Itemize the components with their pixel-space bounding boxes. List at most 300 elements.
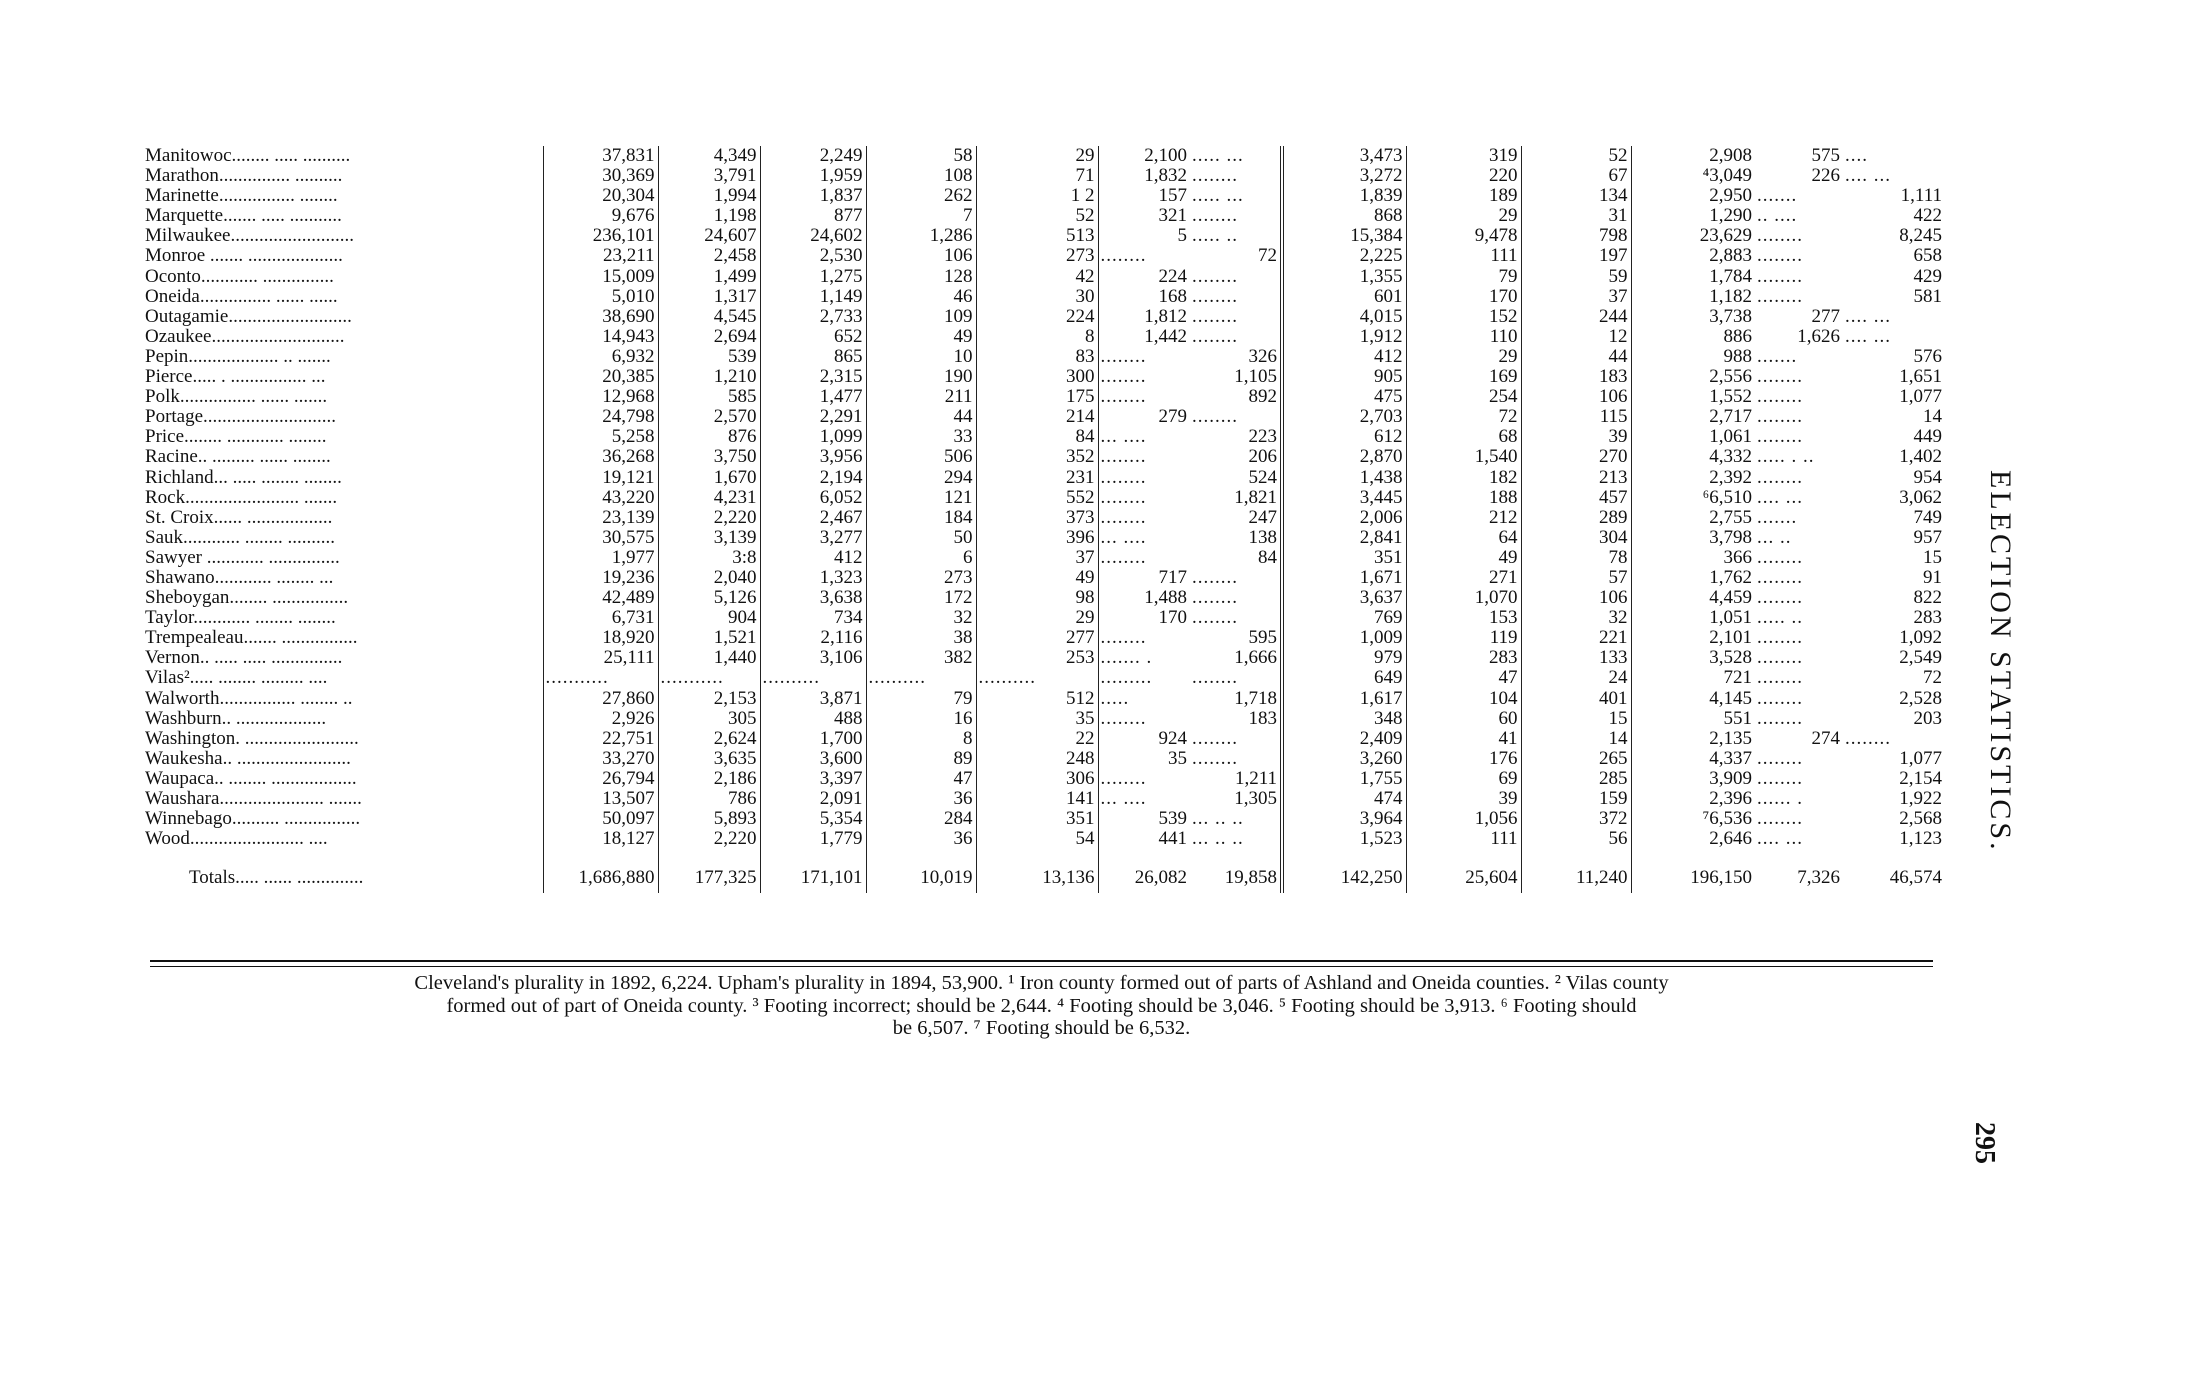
value-cell: 285 xyxy=(1521,769,1631,789)
county-name: St. Croix...... .................. xyxy=(143,508,543,528)
value-cell: ........ xyxy=(1100,467,1147,488)
value-cell: 177,325 xyxy=(658,863,760,893)
value-cell: 876 xyxy=(658,427,760,447)
value-cell: 1,977 xyxy=(543,548,658,568)
value-cell: 351 xyxy=(976,809,1098,829)
value-cell: 3,528 xyxy=(1709,648,1752,669)
value-cell: 58 xyxy=(866,146,976,166)
value-cell: 1,061 xyxy=(1709,427,1752,448)
page-title: ELECTION STATISTICS. xyxy=(1984,470,2017,853)
value-cell: 109 xyxy=(866,307,976,327)
value-cell: ........ xyxy=(1100,346,1147,367)
value-cell: 271 xyxy=(1406,568,1521,588)
value-cell: 658 xyxy=(1913,246,1942,267)
value-cell: 2,040 xyxy=(658,568,760,588)
value-cell: 46,574 xyxy=(1889,867,1942,889)
value-cell: 71 xyxy=(976,166,1098,186)
value-cell: 2,570 xyxy=(658,407,760,427)
value-cell: 119 xyxy=(1406,628,1521,648)
value-cell: 24 xyxy=(1521,668,1631,688)
value-cell: 270 xyxy=(1521,447,1631,467)
totals-row xyxy=(143,863,1945,893)
value-cell: 37 xyxy=(1521,287,1631,307)
value-cell: 19,236 xyxy=(543,568,658,588)
value-cell: 3,635 xyxy=(658,749,760,769)
value-cell: ........ xyxy=(1757,547,1803,568)
value-cell: 8,245 xyxy=(1899,226,1942,247)
value-cell: 283 xyxy=(1406,648,1521,668)
value-cell: 294 xyxy=(866,468,976,488)
spacer-cell xyxy=(1190,849,1282,863)
value-cell: 321 xyxy=(1158,206,1187,227)
value-cell: 2,458 xyxy=(658,246,760,266)
value-cell: 33 xyxy=(866,427,976,447)
value-cell: .......... xyxy=(760,668,866,688)
value-cell: 50 xyxy=(866,528,976,548)
value-cell: 1,617 xyxy=(1282,689,1406,709)
value-cell: ⁴3,049 xyxy=(1702,166,1752,187)
value-cell: 2,528 xyxy=(1899,688,1942,709)
value-cell: 29 xyxy=(1406,347,1521,367)
value-cell: 170 xyxy=(1406,287,1521,307)
value-cell: 905 xyxy=(1282,367,1406,387)
value-cell: 382 xyxy=(866,648,976,668)
value-cell: 23,211 xyxy=(543,246,658,266)
value-cell: .... ... xyxy=(1845,306,1891,327)
value-cell: 44 xyxy=(1521,347,1631,367)
table-row xyxy=(143,427,1945,447)
value-cell: 106 xyxy=(1521,588,1631,608)
county-name: Ozaukee............................ xyxy=(143,327,543,347)
value-cell: 22 xyxy=(976,729,1098,749)
value-cell: 1,666 xyxy=(1190,648,1282,668)
value-cell: 1,670 xyxy=(658,468,760,488)
value-cell: 1,402 xyxy=(1899,447,1942,468)
value-cell: .......... xyxy=(866,668,976,688)
value-cell: 111 xyxy=(1406,829,1521,849)
value-cell: 2,568 xyxy=(1899,809,1942,830)
value-cell: 2,530 xyxy=(760,246,866,266)
value-cell: ........ xyxy=(1100,507,1147,528)
table-row xyxy=(143,347,1945,367)
value-cell: 1,762 xyxy=(1709,567,1752,588)
value-cell: 67 xyxy=(1521,166,1631,186)
county-name: Trempealeau....... ................ xyxy=(143,628,543,648)
value-cell: 1,305 xyxy=(1190,789,1282,809)
value-cell: 1,198 xyxy=(658,206,760,226)
value-cell: 373 xyxy=(976,508,1098,528)
county-name: Oconto............ ............... xyxy=(143,267,543,287)
value-cell: ........ xyxy=(1190,729,1282,749)
value-cell: 289 xyxy=(1521,508,1631,528)
value-cell: 14 xyxy=(1521,729,1631,749)
spacer-cell xyxy=(1406,849,1521,863)
value-cell: ........ xyxy=(1757,467,1803,488)
value-cell: .... xyxy=(1845,146,1868,166)
value-cell: 1,442 xyxy=(1144,326,1187,347)
value-cell: 1,477 xyxy=(760,387,866,407)
value-cell: ........ xyxy=(1757,708,1803,729)
table-row xyxy=(143,246,1945,266)
value-cell: ........ xyxy=(1757,588,1803,609)
table-row xyxy=(143,608,1945,628)
county-name: Manitowoc........ ..... .......... xyxy=(143,146,543,166)
value-cell: 5 xyxy=(1177,226,1187,247)
value-cell: 1,488 xyxy=(1144,588,1187,609)
value-cell: 248 xyxy=(976,749,1098,769)
value-cell: 68 xyxy=(1406,427,1521,447)
value-cell: 35 xyxy=(1168,748,1187,769)
value-cell: 170 xyxy=(1158,608,1187,629)
table-row xyxy=(143,528,1945,548)
value-cell: 12,968 xyxy=(543,387,658,407)
value-cell: 231 xyxy=(976,468,1098,488)
value-cell: 6,932 xyxy=(543,347,658,367)
value-cell: .... ... xyxy=(1757,829,1803,850)
value-cell: 9,478 xyxy=(1406,226,1521,246)
value-cell: 284 xyxy=(866,809,976,829)
value-cell: 12 xyxy=(1521,327,1631,347)
value-cell: 2,396 xyxy=(1709,789,1752,809)
value-cell: 50,097 xyxy=(543,809,658,829)
value-cell: ........ xyxy=(1757,668,1803,689)
value-cell: 2,225 xyxy=(1282,246,1406,266)
value-cell: 26,794 xyxy=(543,769,658,789)
footnote-line: formed out of part of Oneida county. ³ Footing incorrect; should be 2,644. ⁴ Footing should be 3,046. ⁵ Footing should be 3,913. ⁶ Footing should xyxy=(446,994,1637,1017)
value-cell: ... .. .. xyxy=(1190,829,1282,849)
value-cell: 171,101 xyxy=(760,863,866,893)
value-cell: 3,798 xyxy=(1709,527,1752,548)
value-cell: 157 xyxy=(1158,186,1187,207)
value-cell: 979 xyxy=(1282,648,1406,668)
election-statistics-table xyxy=(143,146,1946,893)
value-cell: 1,070 xyxy=(1406,588,1521,608)
value-cell: 1,286 xyxy=(866,226,976,246)
county-name: Sauk............ ........ .......... xyxy=(143,528,543,548)
value-cell: 224 xyxy=(1158,266,1187,287)
value-cell: 79 xyxy=(1406,267,1521,287)
value-cell: 168 xyxy=(1158,286,1187,307)
value-cell: 422 xyxy=(1913,206,1942,227)
value-cell: ........ xyxy=(1190,206,1282,226)
spacer-cell xyxy=(1843,849,1945,863)
value-cell: 300 xyxy=(976,367,1098,387)
value-cell: 2,091 xyxy=(760,789,866,809)
value-cell: 15,009 xyxy=(543,267,658,287)
value-cell: 3,909 xyxy=(1709,768,1752,789)
value-cell: 223 xyxy=(1190,427,1282,447)
county-name: Taylor............ ........ ........ xyxy=(143,608,543,628)
county-name: Vernon.. ..... ..... ............... xyxy=(143,648,543,668)
value-cell: 1,994 xyxy=(658,186,760,206)
value-cell: 886 xyxy=(1723,326,1752,347)
value-cell: 449 xyxy=(1913,427,1942,448)
value-cell: ........ xyxy=(1757,567,1803,588)
value-cell: 2,908 xyxy=(1709,146,1752,166)
county-name: Winnebago.......... ................ xyxy=(143,809,543,829)
value-cell: 3,397 xyxy=(760,769,866,789)
value-cell: 38,690 xyxy=(543,307,658,327)
value-cell: 2,950 xyxy=(1709,186,1752,207)
value-cell: ...... . xyxy=(1757,789,1803,809)
table-row xyxy=(143,789,1945,809)
value-cell: 25,604 xyxy=(1406,863,1521,893)
value-cell: 253 xyxy=(976,648,1098,668)
value-cell: 84 xyxy=(976,427,1098,447)
value-cell: 277 xyxy=(976,628,1098,648)
value-cell: 7 xyxy=(866,206,976,226)
value-cell: 721 xyxy=(1723,668,1752,689)
value-cell: 6 xyxy=(866,548,976,568)
value-cell: ⁷6,536 xyxy=(1702,809,1752,830)
value-cell: 39 xyxy=(1406,789,1521,809)
value-cell: 36 xyxy=(866,789,976,809)
value-cell: 16 xyxy=(866,709,976,729)
value-cell: 3,260 xyxy=(1282,749,1406,769)
value-cell: 49 xyxy=(976,568,1098,588)
value-cell: 221 xyxy=(1521,628,1631,648)
value-cell: 2,409 xyxy=(1282,729,1406,749)
value-cell: ..... xyxy=(1100,688,1130,709)
value-cell: 2,556 xyxy=(1709,367,1752,388)
value-cell: 2,392 xyxy=(1709,467,1752,488)
value-cell: 1,671 xyxy=(1282,568,1406,588)
value-cell: 24,602 xyxy=(760,226,866,246)
value-cell: 1,009 xyxy=(1282,628,1406,648)
value-cell: 2,755 xyxy=(1709,507,1752,528)
value-cell: 43,220 xyxy=(543,488,658,508)
county-name: Sawyer ............ ............... xyxy=(143,548,543,568)
value-cell: 868 xyxy=(1282,206,1406,226)
value-cell: 957 xyxy=(1913,527,1942,548)
value-cell: ....... xyxy=(1757,346,1798,367)
spacer-cell xyxy=(1755,849,1843,863)
value-cell: 1,755 xyxy=(1282,769,1406,789)
value-cell: ........ xyxy=(1190,668,1282,688)
value-cell: 3,272 xyxy=(1282,166,1406,186)
value-cell: 3,473 xyxy=(1282,146,1406,166)
value-cell: ..... .. xyxy=(1757,608,1803,629)
election-table-container xyxy=(143,146,1945,893)
value-cell: 64 xyxy=(1406,528,1521,548)
value-cell: 551 xyxy=(1723,708,1752,729)
value-cell: ........ xyxy=(1757,648,1803,669)
value-cell: 254 xyxy=(1406,387,1521,407)
spacer-cell xyxy=(1282,849,1406,863)
value-cell: ........ xyxy=(1100,708,1147,729)
value-cell: 37,831 xyxy=(543,146,658,166)
value-cell: ........ xyxy=(1190,749,1282,769)
value-cell: ........ xyxy=(1757,407,1803,428)
value-cell: 78 xyxy=(1521,548,1631,568)
value-cell: 23,629 xyxy=(1699,226,1752,247)
footnote-line: be 6,507. ⁷ Footing should be 6,532. xyxy=(892,1017,1191,1039)
value-cell: 2,249 xyxy=(760,146,866,166)
value-cell: 412 xyxy=(1282,347,1406,367)
value-cell: 2,220 xyxy=(658,829,760,849)
value-cell: 366 xyxy=(1723,547,1752,568)
county-name: Washburn.. ................... xyxy=(143,709,543,729)
value-cell: 988 xyxy=(1723,346,1752,367)
county-name: Rock........................ ....... xyxy=(143,488,543,508)
value-cell: ....... xyxy=(1757,507,1798,528)
value-cell: ..... ... xyxy=(1190,186,1282,206)
value-cell: 32 xyxy=(1521,608,1631,628)
value-cell: 1,686,880 xyxy=(543,863,658,893)
table-row xyxy=(143,387,1945,407)
value-cell: 15,384 xyxy=(1282,226,1406,246)
value-cell: 159 xyxy=(1521,789,1631,809)
value-cell: 798 xyxy=(1521,226,1631,246)
value-cell: 47 xyxy=(866,769,976,789)
value-cell: ........... xyxy=(543,668,658,688)
value-cell: ... .. xyxy=(1757,527,1792,548)
value-cell: 2,006 xyxy=(1282,508,1406,528)
value-cell: 2,153 xyxy=(658,689,760,709)
value-cell: 190 xyxy=(866,367,976,387)
value-cell: 575 xyxy=(1811,146,1840,166)
value-cell: 9,676 xyxy=(543,206,658,226)
table-row xyxy=(143,447,1945,467)
value-cell: ........ xyxy=(1757,266,1803,287)
value-cell: ........ xyxy=(1100,387,1147,408)
value-cell: 429 xyxy=(1913,266,1942,287)
value-cell: 60 xyxy=(1406,709,1521,729)
value-cell: 306 xyxy=(976,769,1098,789)
county-name: Marinette................ ........ xyxy=(143,186,543,206)
value-cell: 865 xyxy=(760,347,866,367)
value-cell: 2,694 xyxy=(658,327,760,347)
value-cell: 14 xyxy=(1923,407,1942,428)
value-cell: 182 xyxy=(1406,468,1521,488)
county-name: Totals..... ...... .............. xyxy=(143,863,543,893)
value-cell: 52 xyxy=(1521,146,1631,166)
value-cell: 1 2 xyxy=(976,186,1098,206)
value-cell: ... .. .. xyxy=(1190,809,1282,829)
value-cell: 786 xyxy=(658,789,760,809)
value-cell: 115 xyxy=(1521,407,1631,427)
table-row xyxy=(143,287,1945,307)
value-cell: 1,056 xyxy=(1406,809,1521,829)
value-cell: 352 xyxy=(976,447,1098,467)
value-cell: 1,523 xyxy=(1282,829,1406,849)
value-cell: 89 xyxy=(866,749,976,769)
county-name: Vilas²..... ........ ......... .... xyxy=(143,668,543,688)
value-cell: 4,332 xyxy=(1709,447,1752,468)
table-row xyxy=(143,186,1945,206)
value-cell: 1,092 xyxy=(1899,628,1942,649)
value-cell: 372 xyxy=(1521,809,1631,829)
value-cell: 2,549 xyxy=(1899,648,1942,669)
value-cell: 474 xyxy=(1282,789,1406,809)
value-cell: ........ xyxy=(1190,407,1282,427)
value-cell: 15 xyxy=(1521,709,1631,729)
value-cell: 5,354 xyxy=(760,809,866,829)
value-cell: ... .... xyxy=(1100,789,1147,809)
value-cell: ........ xyxy=(1757,768,1803,789)
county-name: Portage............................ xyxy=(143,407,543,427)
value-cell: 3,791 xyxy=(658,166,760,186)
value-cell: 5,010 xyxy=(543,287,658,307)
value-cell: 2,883 xyxy=(1709,246,1752,267)
value-cell: 1,922 xyxy=(1899,789,1942,809)
value-cell: ........ xyxy=(1757,748,1803,769)
value-cell: 1,812 xyxy=(1144,306,1187,327)
value-cell: 277 xyxy=(1811,306,1840,327)
value-cell: 304 xyxy=(1521,528,1631,548)
value-cell: 106 xyxy=(1521,387,1631,407)
value-cell: 31 xyxy=(1521,206,1631,226)
value-cell: 184 xyxy=(866,508,976,528)
county-name: Walworth................ ........ .. xyxy=(143,689,543,709)
value-cell: 1,317 xyxy=(658,287,760,307)
value-cell: 457 xyxy=(1521,488,1631,508)
value-cell: 305 xyxy=(658,709,760,729)
table-row xyxy=(143,468,1945,488)
value-cell: ........ xyxy=(1757,427,1803,448)
value-cell: ........ xyxy=(1100,768,1147,789)
value-cell: .... ... xyxy=(1845,166,1891,187)
page-number: 295 xyxy=(1969,1122,2000,1164)
county-name: Waushara...................... ....... xyxy=(143,789,543,809)
value-cell: ........ xyxy=(1100,447,1147,468)
value-cell: 822 xyxy=(1913,588,1942,609)
county-name: Waukesha.. ........................ xyxy=(143,749,543,769)
value-cell: 42 xyxy=(976,267,1098,287)
value-cell: 37 xyxy=(976,548,1098,568)
value-cell: 717 xyxy=(1158,567,1187,588)
footnote-rule xyxy=(150,960,1933,962)
value-cell: 46 xyxy=(866,287,976,307)
value-cell: 59 xyxy=(1521,267,1631,287)
value-cell: 169 xyxy=(1406,367,1521,387)
county-name: Sheboygan........ ................ xyxy=(143,588,543,608)
value-cell: 36,268 xyxy=(543,447,658,467)
value-cell: 10,019 xyxy=(866,863,976,893)
value-cell: 72 xyxy=(1923,668,1942,689)
value-cell: 49 xyxy=(866,327,976,347)
county-name: Wood........................ .... xyxy=(143,829,543,849)
value-cell: 3,445 xyxy=(1282,488,1406,508)
table-row xyxy=(143,829,1945,849)
spacer-cell xyxy=(760,849,866,863)
value-cell: 18,920 xyxy=(543,628,658,648)
value-cell: ... .... xyxy=(1100,527,1147,548)
value-cell: 262 xyxy=(866,186,976,206)
value-cell: 1,700 xyxy=(760,729,866,749)
value-cell: ........ xyxy=(1100,246,1147,267)
value-cell: 265 xyxy=(1521,749,1631,769)
value-cell: 29 xyxy=(1406,206,1521,226)
value-cell: ........ xyxy=(1845,728,1891,749)
value-cell: 2,926 xyxy=(543,709,658,729)
value-cell: ........ xyxy=(1757,226,1803,247)
value-cell: 110 xyxy=(1406,327,1521,347)
value-cell: 585 xyxy=(658,387,760,407)
spacer-cell xyxy=(1098,849,1190,863)
value-cell: 49 xyxy=(1406,548,1521,568)
value-cell: .. .... xyxy=(1757,206,1798,227)
value-cell: 649 xyxy=(1282,668,1406,688)
spacer-cell xyxy=(543,849,658,863)
value-cell: 20,385 xyxy=(543,367,658,387)
value-cell: ........ xyxy=(1100,547,1147,568)
value-cell: 3,964 xyxy=(1282,809,1406,829)
value-cell: 749 xyxy=(1913,507,1942,528)
value-cell: 24,607 xyxy=(658,226,760,246)
value-cell: 2,220 xyxy=(658,508,760,528)
spacer-cell xyxy=(658,849,760,863)
